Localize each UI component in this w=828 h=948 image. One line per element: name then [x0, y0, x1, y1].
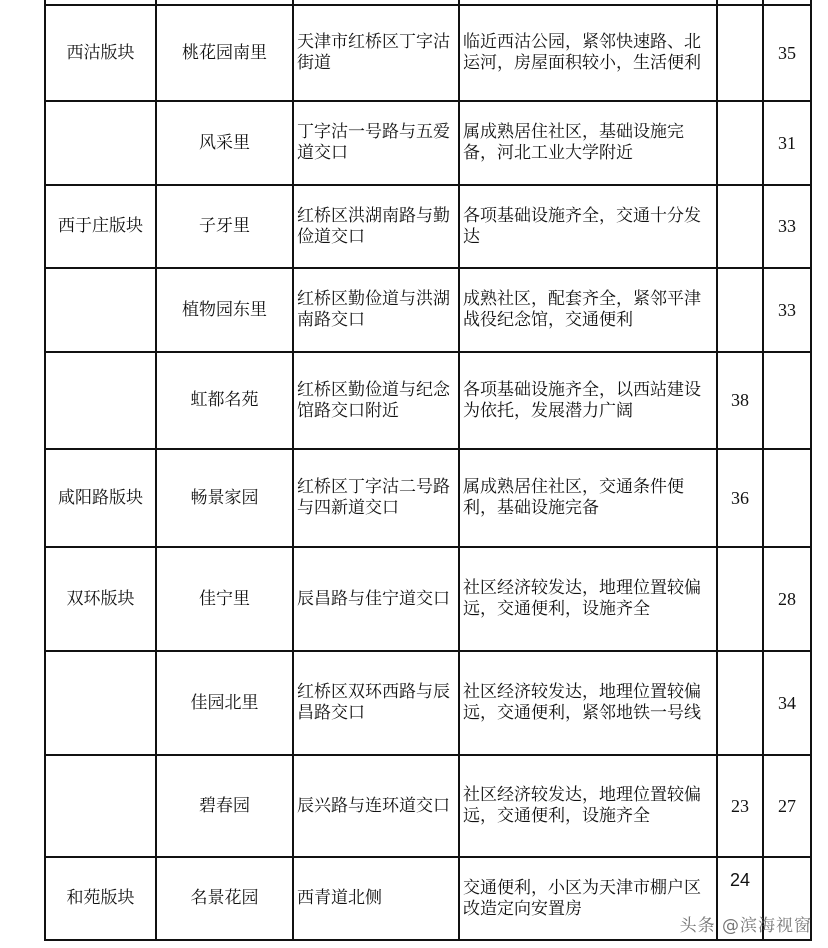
description-cell: 属成熟居住社区，基础设施完备，河北工业大学附近 — [459, 101, 717, 185]
value-cell-b: 35 — [763, 5, 811, 101]
table-row — [45, 449, 811, 547]
location-cell: 辰兴路与连环道交口 — [293, 755, 459, 857]
location-cell: 天津市红桥区丁字沽街道 — [293, 5, 459, 101]
location-cell: 红桥区勤俭道与洪湖南路交口 — [293, 268, 459, 352]
value-cell-a: 24 — [717, 857, 763, 940]
community-cell: 风采里 — [156, 101, 293, 185]
district-cell: 双环版块 — [45, 547, 156, 651]
value-cell-b: 27 — [763, 755, 811, 857]
value-cell-b: 34 — [763, 651, 811, 755]
community-cell: 虹都名苑 — [156, 352, 293, 449]
community-cell: 碧春园 — [156, 755, 293, 857]
community-cell: 名景花园 — [156, 857, 293, 940]
description-cell: 属成熟居住社区，交通条件便利，基础设施完备 — [459, 449, 717, 547]
description-cell: 各项基础设施齐全，交通十分发达 — [459, 185, 717, 268]
district-cell — [45, 101, 156, 185]
description-cell: 临近西沽公园，紧邻快速路、北运河，房屋面积较小，生活便利 — [459, 5, 717, 101]
value-cell-b: 33 — [763, 185, 811, 268]
description-cell: 社区经济较发达，地理位置较偏远，交通便利，设施齐全 — [459, 755, 717, 857]
location-cell: 红桥区双环西路与辰昌路交口 — [293, 651, 459, 755]
table-row — [45, 185, 811, 268]
value-cell-a — [717, 185, 763, 268]
value-cell-a — [717, 547, 763, 651]
description-cell: 社区经济较发达，地理位置较偏远，交通便利，紧邻地铁一号线 — [459, 651, 717, 755]
value-cell-b — [763, 352, 811, 449]
community-cell: 佳宁里 — [156, 547, 293, 651]
description-cell: 社区经济较发达，地理位置较偏远，交通便利，设施齐全 — [459, 547, 717, 651]
community-cell: 佳园北里 — [156, 651, 293, 755]
community-cell: 子牙里 — [156, 185, 293, 268]
table-row — [45, 5, 811, 101]
value-cell-b: 28 — [763, 547, 811, 651]
district-cell — [45, 755, 156, 857]
description-cell: 交通便利，小区为天津市棚户区改造定向安置房 — [459, 857, 717, 940]
community-cell: 植物园东里 — [156, 268, 293, 352]
value-cell-a — [717, 651, 763, 755]
location-cell: 红桥区丁字沽二号路与四新道交口 — [293, 449, 459, 547]
location-cell: 红桥区洪湖南路与勤俭道交口 — [293, 185, 459, 268]
district-cell: 和苑版块 — [45, 857, 156, 940]
community-cell: 畅景家园 — [156, 449, 293, 547]
housing-table — [44, 0, 812, 941]
location-cell: 丁字沽一号路与五爱道交口 — [293, 101, 459, 185]
community-cell: 桃花园南里 — [156, 5, 293, 101]
description-cell: 成熟社区，配套齐全，紧邻平津战役纪念馆，交通便利 — [459, 268, 717, 352]
table-row — [45, 651, 811, 755]
value-cell-b: 31 — [763, 101, 811, 185]
district-cell: 西于庄版块 — [45, 185, 156, 268]
district-cell — [45, 268, 156, 352]
location-cell: 西青道北侧 — [293, 857, 459, 940]
district-cell — [45, 352, 156, 449]
table-row — [45, 352, 811, 449]
watermark: 头条 @滨海视窗 — [679, 916, 812, 936]
value-cell-a — [717, 5, 763, 101]
value-cell-b — [763, 449, 811, 547]
value-cell-a: 36 — [717, 449, 763, 547]
location-cell: 红桥区勤俭道与纪念馆路交口附近 — [293, 352, 459, 449]
district-cell — [45, 651, 156, 755]
location-cell: 辰昌路与佳宁道交口 — [293, 547, 459, 651]
table-row — [45, 101, 811, 185]
description-cell: 各项基础设施齐全，以西站建设为依托，发展潜力广阔 — [459, 352, 717, 449]
value-cell-b: 33 — [763, 268, 811, 352]
district-cell: 西沽版块 — [45, 5, 156, 101]
value-cell-a — [717, 268, 763, 352]
value-cell-a — [717, 101, 763, 185]
value-cell-a: 23 — [717, 755, 763, 857]
table-row — [45, 268, 811, 352]
table-row — [45, 755, 811, 857]
district-cell: 咸阳路版块 — [45, 449, 156, 547]
table-row — [45, 547, 811, 651]
value-cell-a: 38 — [717, 352, 763, 449]
